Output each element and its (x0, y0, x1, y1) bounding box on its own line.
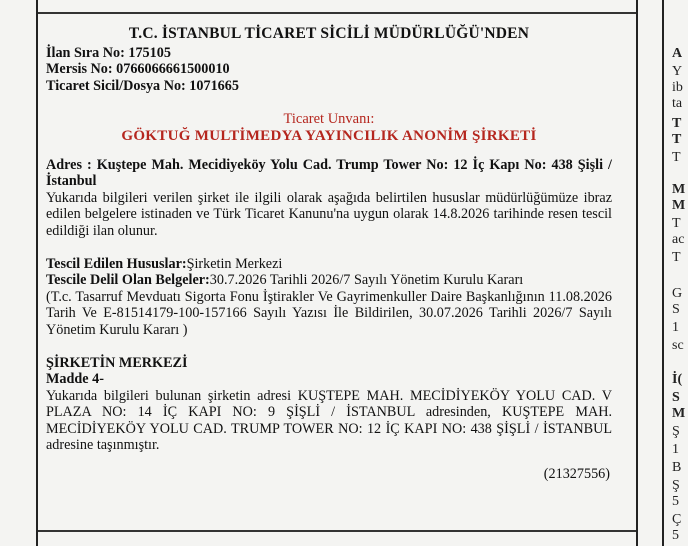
side-letter: S (672, 390, 680, 405)
company-block (46, 111, 612, 144)
bottom-rule (38, 530, 638, 532)
side-letter: 1 (672, 442, 679, 457)
side-letter: T (672, 250, 681, 265)
article-heading: ŞİRKETİN MERKEZİ (46, 354, 188, 371)
mersis-no: Mersis No: 0766066661500010 (46, 61, 230, 78)
side-letter: sc (672, 338, 684, 353)
registry-notice (46, 26, 612, 483)
side-letter: T (672, 132, 682, 147)
side-letter: S (672, 302, 680, 317)
side-letter: ib (672, 80, 683, 95)
side-letter: ac (672, 232, 685, 247)
side-letter: ta (672, 96, 683, 111)
side-letter: Y (672, 64, 683, 79)
side-letter: 1 (672, 320, 679, 335)
side-letter: G (672, 286, 683, 301)
side-letter: Ç (672, 512, 682, 527)
company-name: GÖKTUĞ MULTİMEDYA YAYINCILIK ANONİM ŞİRKETİ (121, 127, 537, 144)
side-letter: İ( (672, 372, 683, 387)
registered-matters-label: Tescil Edilen Hususlar: (46, 255, 187, 272)
side-letter: M (672, 198, 686, 213)
side-letter: A (672, 46, 683, 61)
top-rule (38, 12, 638, 14)
reference-number: (21327556) (543, 466, 610, 483)
evidence-documents (46, 272, 612, 289)
evidence-documents-label: Tescile Delil Olan Belgeler: (46, 272, 210, 289)
registered-matters-value: Şirketin Merkezi (186, 255, 283, 272)
side-letter: Ş (672, 424, 680, 439)
ticaret-sicil-no: Ticaret Sicil/Dosya No: 1071665 (46, 77, 239, 94)
side-letter: T (672, 116, 682, 131)
evidence-note: (T.c. Tasarruf Mevduatı Sigorta Fonu İştirakler Ve Gayrimenkuller Daire Başkanlığının 11.08.2026 Tarih Ve E-81514179-100-157166 Sayılı Yazısı İle Bildirilen, 30.07.2026 Tarihli 2026/7 Sayılı Yönetim Kurulu Kararı ) (46, 288, 612, 338)
side-letter: M (672, 182, 686, 197)
side-letter: T (672, 150, 681, 165)
article-number: Madde 4- (46, 371, 104, 388)
side-letter: 5 (672, 528, 679, 543)
side-letter: B (672, 460, 682, 475)
adjacent-column-fragment (668, 0, 688, 546)
registered-matters (46, 256, 612, 273)
side-letter: Ş (672, 478, 680, 493)
far-right-rule (662, 0, 664, 546)
intro-paragraph: Yukarıda bilgileri verilen şirket ile ilgili olarak aşağıda belirtilen hususlar müdürlüğümüze ibraz edilen belgelere istinaden ve Türk Ticaret Kanunu'na uygun olarak 14.8.2026 tarihinde resen tescil edildiği ilan olunur. (46, 189, 612, 239)
side-letter: T (672, 216, 681, 231)
side-letter: 5 (672, 494, 679, 509)
company-address: Adres : Kuştepe Mah. Mecidiyeköy Yolu Cad. Trump Tower No: 12 İç Kapı No: 438 Şişli / İstanbul (46, 156, 612, 190)
notice-title: T.C. İSTANBUL TİCARET SİCİLİ MÜDÜRLÜĞÜ'NDEN (128, 25, 530, 42)
company-label: Ticaret Unvanı: (283, 111, 375, 128)
side-letter: M (672, 406, 686, 421)
notice-meta (46, 45, 612, 95)
right-column-rule (636, 0, 638, 546)
ilan-sira-no: İlan Sıra No: 175105 (46, 44, 171, 61)
article-body: Yukarıda bilgileri bulunan şirketin adresi KUŞTEPE MAH. MECİDİYEKÖY YOLU CAD. V PLAZA NO: 14 İÇ KAPI NO: 9 ŞİŞLİ / İSTANBUL adresinden, KUŞTEPE MAH. MECİDİYEKÖY YOLU CAD. TRUMP TOWER NO: 12 İÇ KAPI NO: 438 ŞİŞLİ / İSTANBUL adresine taşınmıştır. (46, 387, 612, 454)
evidence-documents-value: 30.7.2026 Tarihli 2026/7 Sayılı Yönetim Kurulu Kararı (209, 272, 524, 289)
left-column-rule (36, 0, 38, 546)
